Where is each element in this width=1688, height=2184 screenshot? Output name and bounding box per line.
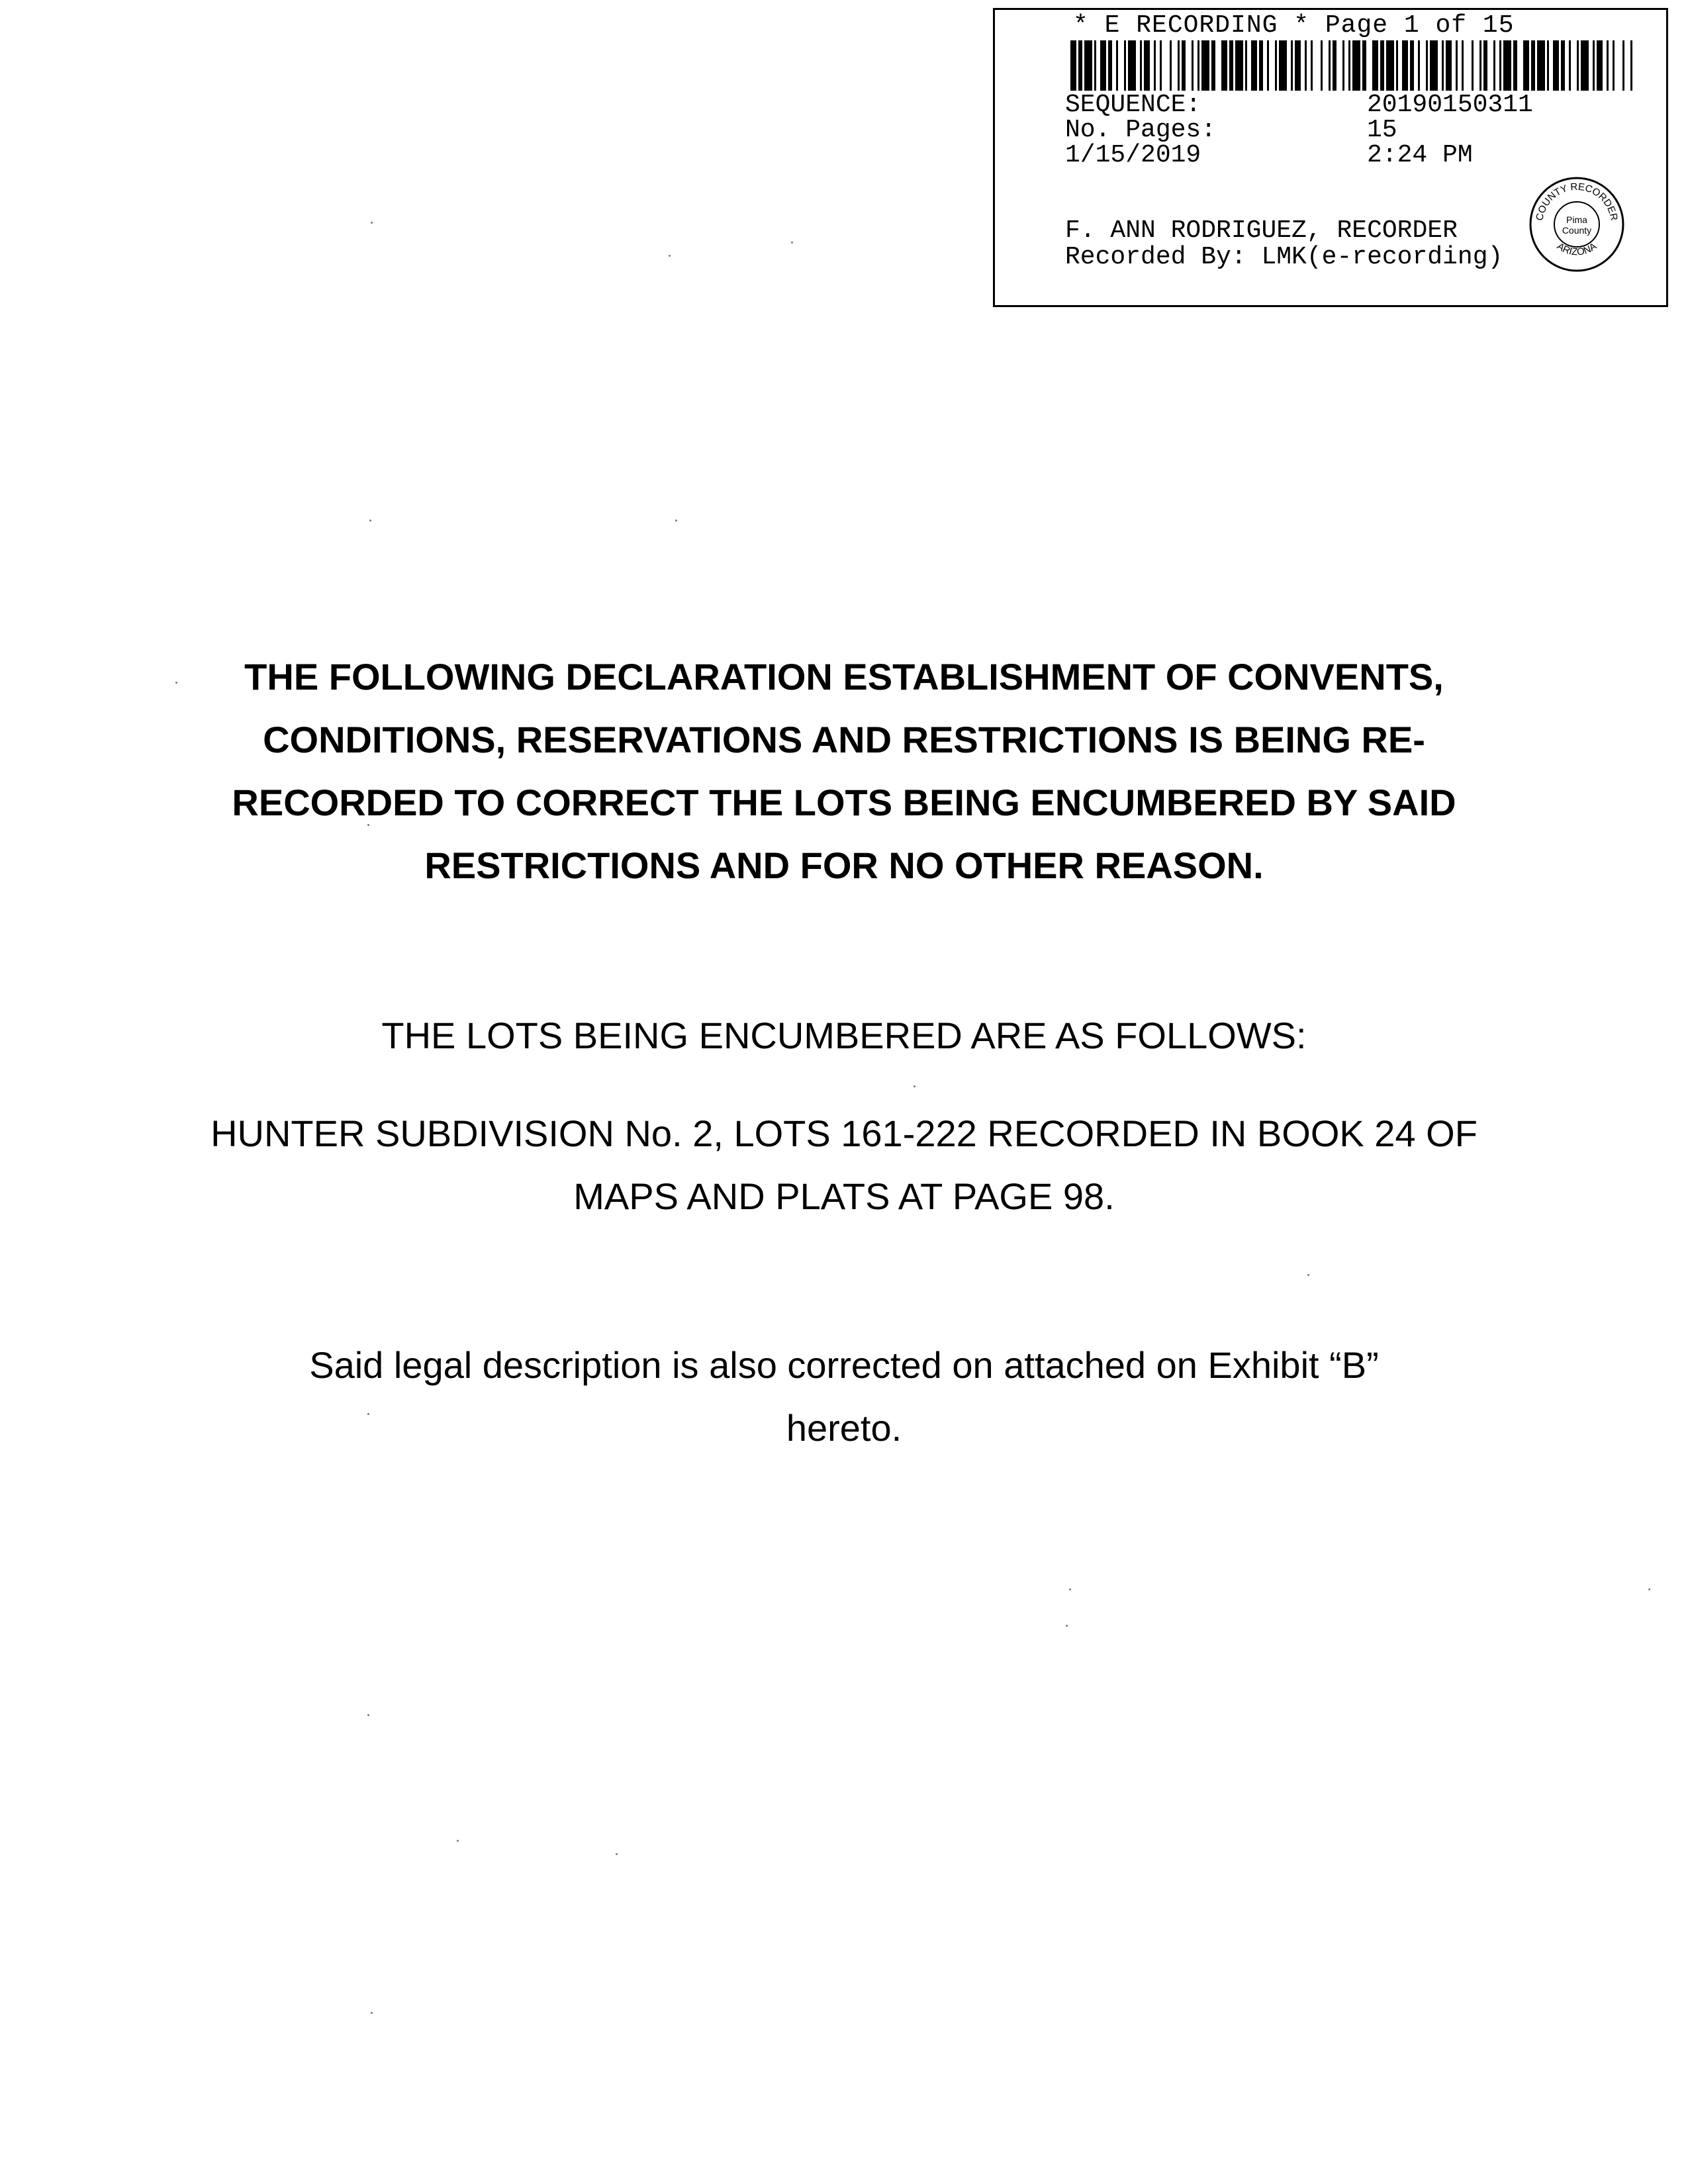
barcode-bar [1182,40,1186,91]
speckle [675,520,677,522]
speckle [367,1413,369,1415]
barcode-bar [1513,40,1517,91]
barcode-bar [1235,40,1243,91]
legal-description-note [159,1334,1529,1459]
sequence-label: SEQUENCE: [1065,91,1201,119]
barcode-bar [1154,40,1156,91]
lots-title [159,1013,1529,1059]
speckle [1648,1588,1650,1590]
barcode-bar [1597,40,1603,91]
barcode-bar [1094,40,1096,91]
speckle [669,255,671,257]
barcode-bar [1386,40,1394,91]
speckle [791,242,793,244]
barcode-bar [1547,40,1549,91]
barcode-bar [1442,40,1444,91]
barcode-bar [1192,40,1194,91]
barcode-bar [1160,40,1162,91]
barcode-bar [1295,40,1301,91]
lots-title-text: THE LOTS BEING ENCUMBERED ARE AS FOLLOWS: [381,1015,1307,1056]
heading-line: THE FOLLOWING DECLARATION ESTABLISHMENT OF CONVENTS, [244,656,1444,698]
barcode-bar [1418,40,1420,91]
recorder-name: F. ANN RODRIGUEZ, RECORDER [1065,216,1458,245]
barcode-bar [1479,40,1481,91]
barcode-bar [1362,40,1366,91]
note-line: hereto. [786,1407,902,1449]
barcode-bar [1267,40,1269,91]
barcode-bar [1456,40,1458,91]
recording-date: 1/15/2019 [1065,141,1201,169]
heading-line: CONDITIONS, RESERVATIONS AND RESTRICTIONS IS BEING RE- [263,719,1425,760]
barcode-bar [1352,40,1360,91]
speckle [175,682,177,684]
seal-center-line1: Pima [1566,214,1587,225]
barcode-bar [1553,40,1559,91]
barcode-bar [1499,40,1501,91]
barcode-bar [1229,40,1233,91]
barcode-bar [1372,40,1378,91]
barcode-bar [1348,40,1350,91]
barcode-bar [1537,40,1545,91]
barcode-bar [1116,40,1118,91]
barcode-bar [1380,40,1384,91]
barcode-bar [1493,40,1495,91]
barcode-bar [1462,40,1464,91]
barcode-bar [1100,40,1106,91]
barcode-bar [1503,40,1511,91]
barcode-bar [1259,40,1263,91]
barcode-bar [1561,40,1565,91]
barcode-bar [1305,40,1307,91]
recording-time: 2:24 PM [1367,141,1473,169]
seal-center-line2: County [1562,225,1592,236]
lots-line: MAPS AND PLATS AT PAGE 98. [573,1175,1115,1217]
lots-description [159,1102,1529,1228]
speckle [367,824,369,826]
barcode-bar [1178,40,1180,91]
barcode-bar [1108,40,1112,91]
barcode [1070,40,1634,91]
seal-bottom-text: ARIZONA [1554,240,1599,258]
barcode-bar [1124,40,1126,91]
barcode-bar [1251,40,1257,91]
barcode-bar [1396,40,1398,91]
barcode-bar [1630,40,1632,91]
date-row [1065,142,1661,169]
barcode-bar [1070,40,1076,91]
sequence-value: 20190150311 [1367,91,1533,119]
speckle [457,1840,459,1842]
barcode-bar [1311,40,1313,91]
barcode-bar [1607,40,1609,91]
barcode-bar [1197,40,1199,91]
barcode-bar [1333,40,1336,91]
speckle [1066,1625,1068,1627]
barcode-bar [1275,40,1277,91]
barcode-bar [1279,40,1287,91]
barcode-bar [1426,40,1428,91]
heading-line: RESTRICTIONS AND FOR NO OTHER REASON. [424,844,1264,886]
barcode-bar [1483,40,1487,91]
barcode-bar [1531,40,1535,91]
speckle [1069,1588,1071,1590]
heading-line: RECORDED TO CORRECT THE LOTS BEING ENCUMBERED BY SAID [232,782,1456,823]
barcode-bar [1569,40,1571,91]
speckle [371,222,373,224]
barcode-bar [1321,40,1323,91]
declaration-heading [159,645,1529,897]
barcode-bar [1140,40,1142,91]
barcode-bar [1472,40,1474,91]
speckle [367,1714,369,1716]
barcode-bar [1581,40,1589,91]
barcode-bar [1593,40,1595,91]
county-seal-icon [1528,175,1626,273]
barcode-bar [1291,40,1293,91]
speckle [616,1853,618,1855]
stamp-header: * E RECORDING * Page 1 of 15 [1073,11,1515,40]
barcode-bar [1410,40,1414,91]
barcode-bar [1342,40,1344,91]
barcode-bar [1211,40,1215,91]
speckle [1307,1274,1309,1276]
pages-label: No. Pages: [1065,116,1217,144]
barcode-bar [1613,40,1615,91]
recorded-by: Recorded By: LMK(e-recording) [1065,243,1503,271]
barcode-bar [1078,40,1082,91]
speckle [369,520,371,522]
barcode-bar [1221,40,1227,91]
barcode-bar [1245,40,1247,91]
barcode-bar [1622,40,1624,91]
barcode-bar [1084,40,1092,91]
barcode-bar [1201,40,1209,91]
barcode-bar [1144,40,1150,91]
sequence-row [1065,92,1661,118]
barcode-bar [1128,40,1136,91]
speckle [371,2012,373,2014]
barcode-bar [1430,40,1438,91]
barcode-bar [1446,40,1452,91]
pages-value: 15 [1367,116,1397,144]
speckle [914,1085,915,1087]
seal-top-text: COUNTY RECORDER [1534,181,1620,222]
note-line: Said legal description is also corrected on attached on Exhibit “B” [309,1344,1379,1386]
barcode-bar [1329,40,1331,91]
recording-stamp [993,8,1668,307]
barcode-bar [1402,40,1408,91]
barcode-bar [1577,40,1579,91]
barcode-bar [1170,40,1172,91]
lots-line: HUNTER SUBDIVISION No. 2, LOTS 161-222 RECORDED IN BOOK 24 OF [211,1113,1477,1154]
barcode-bar [1523,40,1529,91]
pages-row [1065,117,1661,144]
